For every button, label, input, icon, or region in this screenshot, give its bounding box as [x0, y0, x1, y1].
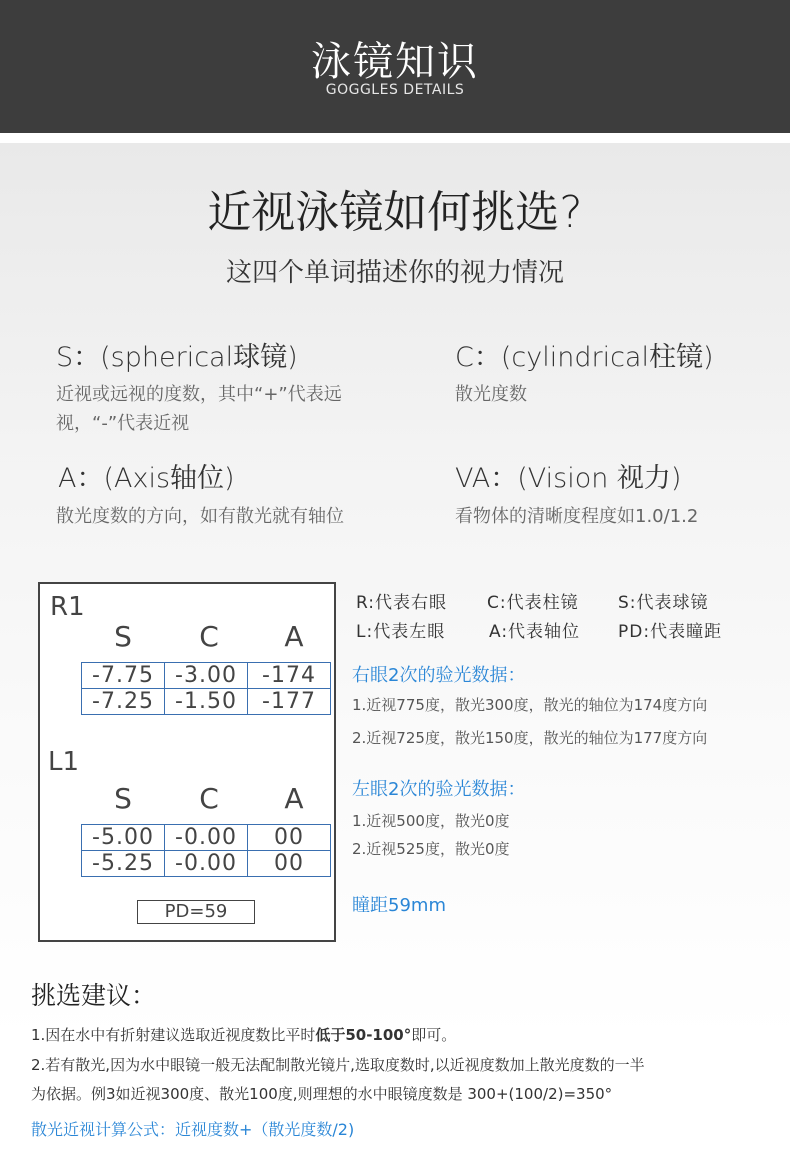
left-c-1: -0.00: [164, 824, 248, 851]
term-vision-desc: 看物体的清晰度程度如1.0/1.2: [455, 506, 699, 527]
suggestion-2: 2.若有散光,因为水中眼镜一般无法配制散光镜片,选取度数时,以近视度数加上散光度数的一半: [31, 1056, 645, 1074]
column-header-a: A: [284, 620, 304, 653]
right-s-1: -7.75: [81, 662, 165, 689]
right-c-1: -3.00: [164, 662, 248, 689]
column-header-a: A: [284, 782, 304, 815]
left-eye-data-line: 1.近视500度，散光0度: [352, 812, 510, 830]
pd-value: PD=59: [137, 900, 255, 924]
left-s-2: -5.25: [81, 850, 165, 877]
column-header-s: S: [114, 620, 132, 653]
left-eye-data-title: 左眼2次的验光数据：: [352, 779, 526, 800]
right-eye-label: R1: [50, 592, 85, 622]
term-cylindrical-desc: 散光度数: [455, 384, 527, 405]
right-a-2: -177: [247, 688, 331, 715]
column-header-s: S: [114, 782, 132, 815]
section-subheading: 这四个单词描述你的视力情况: [225, 258, 564, 288]
term-cylindrical: C：(cylindrical柱镜): [455, 342, 714, 373]
left-eye-data-line: 2.近视525度，散光0度: [352, 840, 510, 858]
term-spherical-desc-1: 近视或远视的度数，其中“+”代表远: [56, 384, 342, 405]
legend-r: R:代表右眼: [356, 593, 448, 613]
right-eye-data-title: 右眼2次的验光数据：: [352, 665, 526, 686]
legend-l: L:代表左眼: [356, 622, 446, 642]
term-axis-desc: 散光度数的方向，如有散光就有轴位: [56, 506, 344, 527]
formula: 散光近视计算公式：近视度数+（散光度数/2): [31, 1120, 355, 1139]
right-eye-data-line: 2.近视725度，散光150度，散光的轴位为177度方向: [352, 729, 708, 747]
column-header-c: C: [199, 620, 219, 653]
left-a-2: 00: [247, 850, 331, 877]
term-vision: VA：(Vision 视力): [455, 463, 682, 494]
legend-a: A:代表轴位: [489, 622, 581, 642]
header-title: 泳镜知识: [311, 39, 479, 85]
section-heading: 近视泳镜如何挑选?: [207, 187, 583, 238]
pd-text: 瞳距59mm: [352, 895, 446, 916]
right-s-2: -7.25: [81, 688, 165, 715]
header-subtitle: GOGGLES DETAILS: [325, 82, 465, 98]
left-s-1: -5.00: [81, 824, 165, 851]
suggestion-3: 为依据。例3如近视300度、散光100度,则理想的水中眼镜度数是 300+(100/2)=350°: [31, 1085, 613, 1103]
legend-c: C:代表柱镜: [487, 593, 579, 613]
right-eye-data-line: 1.近视775度，散光300度，散光的轴位为174度方向: [352, 696, 708, 714]
term-axis: A：(Axis轴位): [58, 463, 235, 494]
suggestion-1-text: 1.因在水中有折射建议选取近视度数比平时: [31, 1026, 316, 1044]
suggestion-1-highlight: 低于50-100°: [315, 1026, 412, 1044]
column-header-c: C: [199, 782, 219, 815]
term-spherical: S：(spherical球镜): [56, 342, 298, 373]
left-eye-label: L1: [48, 747, 80, 777]
left-a-1: 00: [247, 824, 331, 851]
suggestion-1-end: 即可。: [411, 1026, 457, 1044]
left-c-2: -0.00: [164, 850, 248, 877]
legend-pd: PD:代表瞳距: [618, 622, 723, 642]
term-spherical-desc-2: 视，“-”代表近视: [56, 413, 190, 434]
right-c-2: -1.50: [164, 688, 248, 715]
suggestion-1: [31, 1024, 456, 1045]
right-a-1: -174: [247, 662, 331, 689]
legend-s: S:代表球镜: [618, 593, 709, 613]
suggestions-title: 挑选建议：: [31, 981, 157, 1010]
page-header: [0, 0, 790, 133]
prescription-card: [38, 582, 336, 942]
